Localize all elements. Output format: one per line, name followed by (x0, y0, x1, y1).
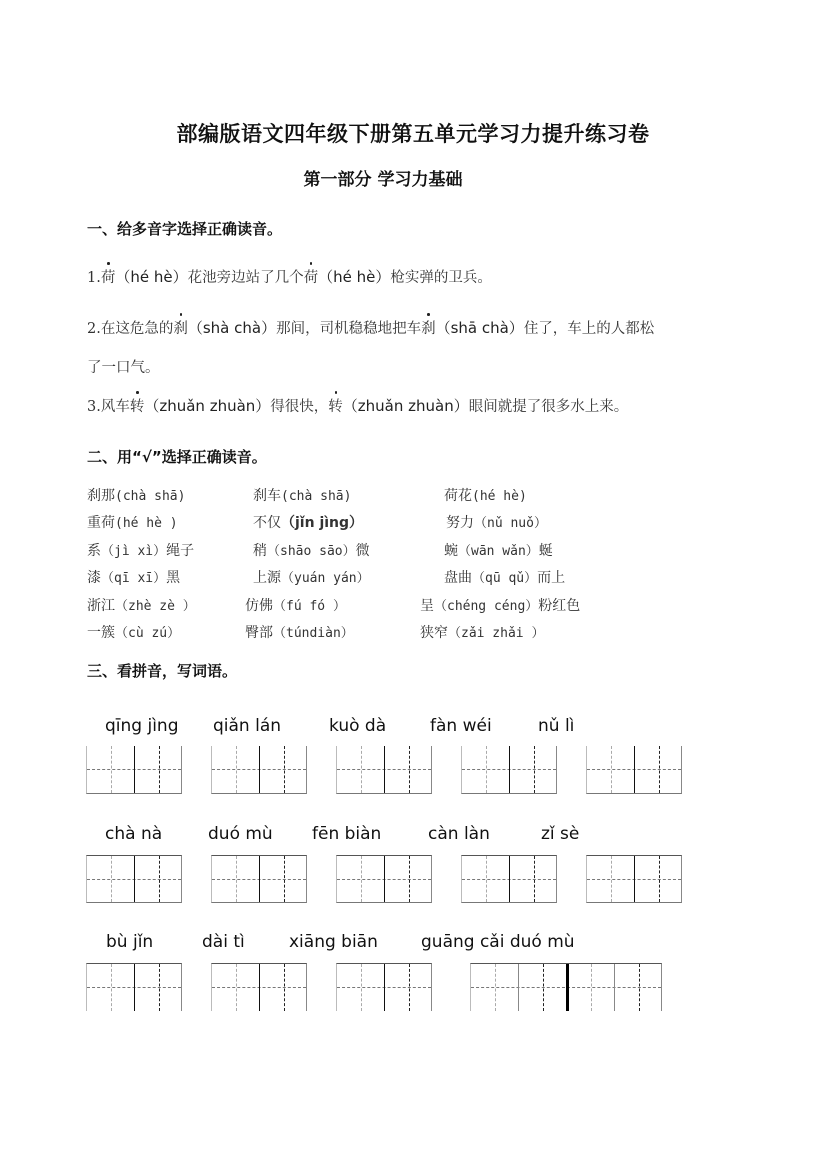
grid-cell-divider (159, 856, 160, 902)
question-2 (87, 317, 654, 338)
q3-text1: 得很快， (270, 399, 329, 415)
choice-item (87, 485, 185, 505)
choice-word-suffix: 而上 (537, 570, 566, 586)
choice-item (87, 512, 178, 532)
q1-text2: 枪实弹的卫兵。 (390, 270, 492, 286)
q2-char1: 刹 (173, 317, 188, 338)
choice-word: 努力 (446, 515, 474, 531)
choice-item (87, 595, 196, 615)
choice-word: 荷花 (444, 488, 472, 504)
choice-item (87, 622, 180, 642)
q1-number: 1. (87, 270, 101, 286)
choice-word: 漆 (87, 570, 101, 586)
grid-cell-divider (534, 746, 535, 793)
choice-word: 一簇 (87, 625, 115, 641)
q3-text0: 风车 (100, 399, 130, 415)
grid-cell-border (384, 746, 385, 793)
choice-item (253, 485, 351, 505)
grid-cell-divider (159, 964, 160, 1011)
grid-cell-divider (111, 964, 112, 1011)
pinyin-prompt: kuò dà (329, 716, 387, 736)
choice-word-suffix: 微 (355, 543, 370, 559)
choice-pinyin[interactable]: (chà shā) (281, 489, 352, 504)
choice-word: 浙江 (87, 598, 115, 614)
choice-word: 刹车 (253, 488, 281, 504)
choice-pinyin[interactable]: (hé hè ) (115, 516, 178, 531)
q2-number: 2. (87, 321, 101, 337)
choice-word: 盘曲 (444, 570, 472, 586)
grid-cell-divider (495, 964, 496, 1011)
grid-cell-divider (284, 856, 285, 902)
choice-item (420, 595, 580, 615)
choice-word-suffix: 蜒 (538, 543, 553, 559)
q3-number: 3. (87, 399, 101, 415)
q3-char2: 转 (328, 395, 343, 416)
choice-word: 上源 (253, 570, 281, 586)
writing-grid[interactable] (586, 855, 682, 903)
choice-item (420, 622, 544, 642)
grid-cell-border (614, 964, 615, 1011)
grid-cell-border (259, 746, 260, 793)
pinyin-prompt: bù jǐn (106, 932, 154, 952)
page-title: 部编版语文四年级下册第五单元学习力提升练习卷 (176, 122, 650, 146)
choice-pinyin[interactable]: (chà shā) (115, 489, 186, 504)
choice-word: 臀部 (245, 625, 273, 641)
q2-continuation: 了一口气。 (87, 360, 160, 376)
choice-word: 重荷 (87, 515, 115, 531)
grid-cell-divider (659, 746, 660, 793)
grid-cell-border (134, 964, 135, 1011)
grid-cell-divider (111, 856, 112, 902)
grid-cell-divider (361, 964, 362, 1011)
choice-pinyin[interactable]: （fú fó ） (273, 599, 346, 614)
choice-pinyin[interactable]: （cù zú） (115, 626, 181, 641)
grid-cell-border (509, 746, 510, 793)
choice-word: 狭窄 (420, 625, 448, 641)
grid-cell-divider (409, 964, 410, 1011)
grid-cell-divider (486, 856, 487, 902)
writing-grid[interactable] (86, 963, 182, 1011)
pinyin-prompt: guāng cǎi duó mù (421, 932, 575, 952)
q1-char1: 荷 (101, 266, 116, 287)
pinyin-prompt: qiǎn lán (213, 716, 282, 736)
grid-cell-border (384, 856, 385, 902)
pinyin-prompt: xiāng biān (289, 932, 378, 952)
pinyin-prompt: fàn wéi (430, 716, 492, 736)
choice-pinyin[interactable]: （zhè zè ） (115, 599, 196, 614)
grid-cell-divider (236, 746, 237, 793)
grid-cell-divider (611, 746, 612, 793)
choice-word: 呈 (420, 598, 434, 614)
grid-cell-border (509, 856, 510, 902)
choice-item (444, 485, 527, 505)
choice-word: 仿佛 (245, 598, 273, 614)
q2-char2: 刹 (421, 317, 436, 338)
grid-cell-divider (611, 856, 612, 902)
writing-grid[interactable] (336, 963, 432, 1011)
grid-cell-border (134, 856, 135, 902)
choice-pinyin[interactable]: （nǔ nuǒ） (474, 516, 547, 531)
pinyin-prompt: càn làn (428, 824, 490, 844)
choice-item (87, 567, 180, 587)
q1-text1: 花池旁边站了几个 (187, 270, 304, 286)
choice-word-suffix: 绳子 (166, 543, 195, 559)
grid-cell-divider (236, 964, 237, 1011)
choice-item (245, 595, 346, 615)
pinyin-prompt: dài tì (202, 932, 245, 952)
grid-cell-divider (284, 746, 285, 793)
q1-pinyin1[interactable]: （hé hè） (115, 268, 188, 286)
page-subtitle: 第一部分 学习力基础 (303, 170, 463, 190)
grid-cell-divider (591, 964, 592, 1011)
choice-item (444, 540, 553, 560)
grid-cell-border (259, 856, 260, 902)
q2-pinyin2[interactable]: （shā chà） (435, 319, 524, 337)
choice-word: 刹那 (87, 488, 115, 504)
writing-grid[interactable] (211, 963, 307, 1011)
choice-word: 蜿 (444, 543, 458, 559)
choice-word: 系 (87, 543, 101, 559)
grid-cell-border (259, 964, 260, 1011)
grid-cell-divider (486, 746, 487, 793)
grid-cell-border (134, 746, 135, 793)
grid-cell-divider (361, 856, 362, 902)
choice-item (253, 540, 370, 560)
grid-cell-divider (284, 964, 285, 1011)
pinyin-prompt: fēn biàn (312, 824, 382, 844)
grid-cell-border (634, 746, 635, 793)
grid-cell-divider (534, 856, 535, 902)
choice-pinyin[interactable]: （chéng céng） (434, 599, 539, 614)
pinyin-prompt: duó mù (208, 824, 273, 844)
grid-cell-divider (361, 746, 362, 793)
q2-text0: 在这危急的 (100, 321, 174, 337)
choice-pinyin[interactable]: (hé hè) (472, 489, 527, 504)
writing-grid[interactable] (211, 746, 307, 794)
grid-cell-border (518, 964, 519, 1011)
choice-item (245, 622, 354, 642)
grid-cell-border (566, 964, 569, 1011)
pinyin-prompt: qīng jìng (105, 716, 179, 736)
pinyin-prompt: zǐ sè (541, 824, 580, 844)
writing-grid[interactable] (211, 855, 307, 903)
choice-item (87, 540, 194, 560)
q3-text2: 眼间就提了很多水上来。 (468, 399, 629, 415)
choice-item (253, 512, 363, 532)
grid-cell-divider (409, 856, 410, 902)
writing-grid[interactable] (461, 746, 557, 794)
grid-cell-divider (409, 746, 410, 793)
grid-cell-divider (639, 964, 640, 1011)
section3-heading: 三、看拼音，写词语。 (87, 662, 238, 680)
section1-heading: 一、给多音字选择正确读音。 (87, 220, 283, 238)
writing-grid[interactable] (586, 746, 682, 794)
q3-pinyin1[interactable]: （zhuǎn zhuàn） (144, 397, 271, 415)
q3-pinyin2[interactable]: （zhuǎn zhuàn） (342, 397, 469, 415)
choice-pinyin[interactable]: （wān wǎn） (458, 544, 539, 559)
q2-text1: 那间，司机稳稳地把车 (276, 321, 422, 337)
q1-char2: 荷 (304, 266, 319, 287)
q2-pinyin1[interactable]: （shà chà） (187, 319, 277, 337)
writing-grid[interactable] (461, 855, 557, 903)
choice-pinyin[interactable]: （jì xì） (101, 544, 167, 559)
pinyin-prompt: chà nà (105, 824, 163, 844)
grid-cell-border (384, 964, 385, 1011)
choice-pinyin[interactable]: （qū qǔ） (472, 571, 538, 586)
choice-word: 稍 (253, 543, 267, 559)
grid-cell-divider (659, 856, 660, 902)
choice-pinyin[interactable]: （yuán yán） (281, 571, 370, 586)
choice-word-suffix: 粉红色 (538, 598, 581, 614)
choice-pinyin[interactable]: （qī xī） (101, 571, 167, 586)
q3-char1: 转 (130, 395, 145, 416)
writing-grid[interactable] (86, 746, 182, 794)
writing-grid[interactable] (336, 855, 432, 903)
choice-word: 不仅 (253, 515, 281, 531)
choice-item (446, 512, 547, 532)
question-1 (87, 266, 492, 287)
choice-pinyin[interactable]: （túndiàn） (273, 626, 354, 641)
q2-text2: 住了，车上的人都松 (523, 321, 655, 337)
grid-cell-border (634, 856, 635, 902)
section2-heading: 二、用“√”选择正确读音。 (87, 448, 267, 466)
grid-cell-divider (236, 856, 237, 902)
choice-item (444, 567, 565, 587)
writing-grid[interactable] (86, 855, 182, 903)
writing-grid[interactable] (470, 963, 662, 1011)
question-3 (87, 395, 628, 416)
choice-pinyin[interactable]: （jǐn jìng） (281, 515, 364, 531)
grid-cell-divider (543, 964, 544, 1011)
grid-cell-divider (159, 746, 160, 793)
choice-pinyin[interactable]: （zǎi zhǎi ） (448, 626, 545, 641)
writing-grid[interactable] (336, 746, 432, 794)
q1-pinyin2[interactable]: （hé hè） (318, 268, 391, 286)
choice-pinyin[interactable]: （shāo sāo） (267, 544, 356, 559)
grid-cell-divider (111, 746, 112, 793)
pinyin-prompt: nǔ lì (538, 716, 575, 736)
choice-word-suffix: 黑 (166, 570, 181, 586)
choice-item (253, 567, 370, 587)
